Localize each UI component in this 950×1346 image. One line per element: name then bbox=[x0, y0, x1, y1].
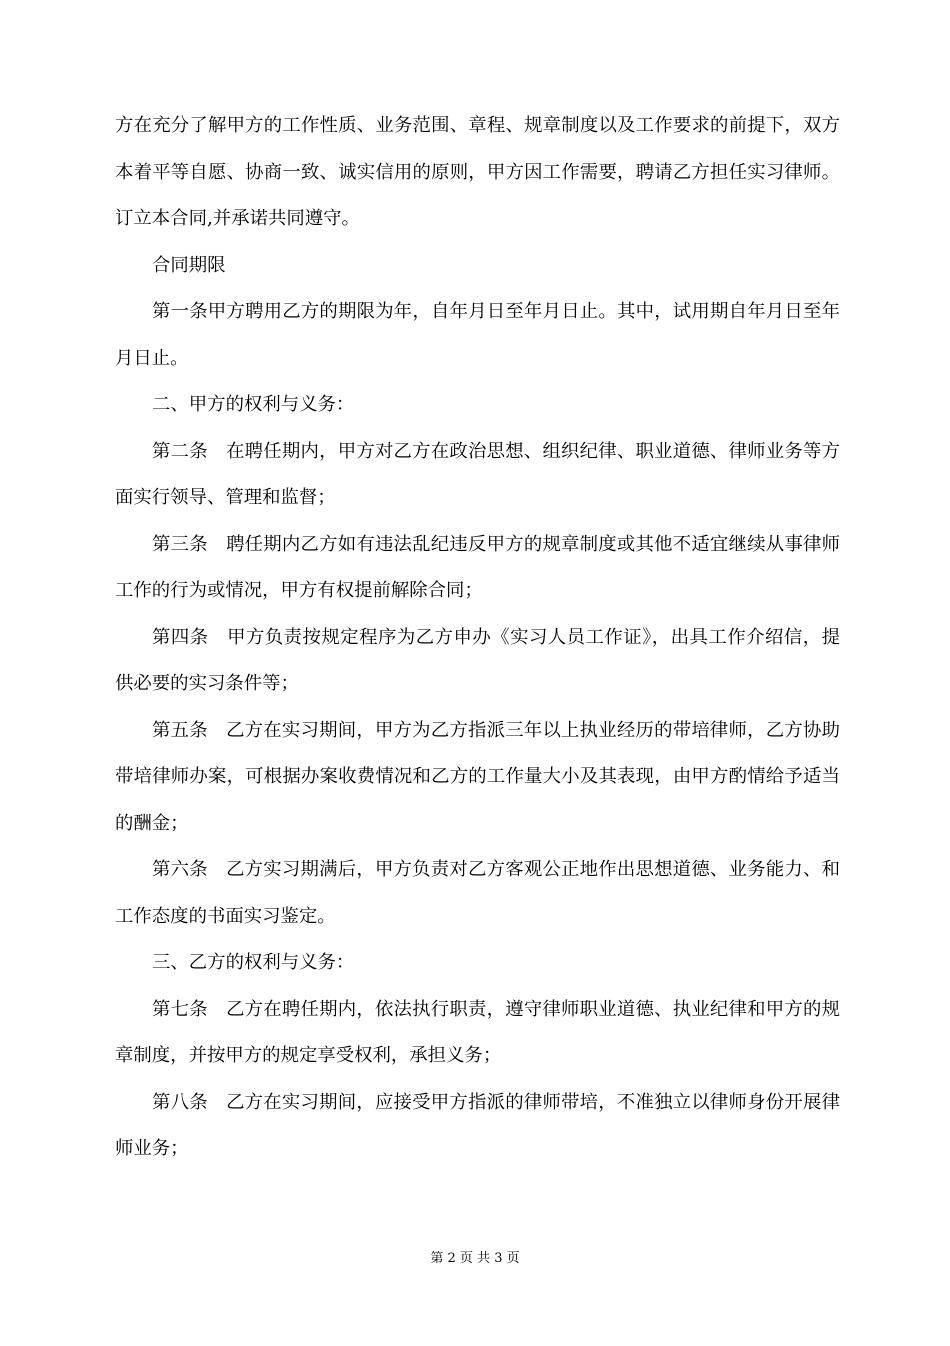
article-8 bbox=[115, 1080, 840, 1173]
article-label: 第二条 bbox=[152, 440, 208, 462]
heading-text: 二、甲方的权利与义务： bbox=[152, 394, 355, 415]
article-text: 乙方在实习期间，甲方为乙方指派三年以上执业经历的带培律师，乙方协助带培律师办案，可根据办案收费情况和乙方的工作量大小及其表现，由甲方酌情给予适当的酬金； bbox=[115, 719, 840, 834]
article-7 bbox=[115, 987, 840, 1080]
article-label: 第七条 bbox=[152, 998, 208, 1020]
article-text: 乙方实习期满后，甲方负责对乙方客观公正地作出思想道德、业务能力、和工作态度的书面实习鉴定。 bbox=[115, 859, 840, 927]
article-text: 第一条甲方聘用乙方的期限为年，自年月日至年月日止。其中，试用期自年月日至年月日止。 bbox=[115, 301, 840, 369]
section-heading-party-a bbox=[115, 382, 840, 429]
section-heading-party-b bbox=[115, 940, 840, 987]
article-2 bbox=[115, 429, 840, 522]
article-text: 聘任期内乙方如有违法乱纪违反甲方的规章制度或其他不适宜继续从事律师工作的行为或情况，甲方有权提前解除合同； bbox=[115, 533, 840, 601]
article-label: 第四条 bbox=[152, 626, 209, 648]
article-1 bbox=[115, 289, 840, 382]
article-text: 甲方负责按规定程序为乙方申办《实习人员工作证》，出具工作介绍信，提供必要的实习条件等； bbox=[115, 626, 840, 694]
paragraph-intro bbox=[115, 103, 840, 243]
article-4 bbox=[115, 615, 840, 708]
article-text: 乙方在实习期间，应接受甲方指派的律师带培，不准独立以律师身份开展律师业务； bbox=[115, 1091, 840, 1159]
article-text: 乙方在聘任期内，依法执行职责，遵守律师职业道德、执业纪律和甲方的规章制度，并按甲方的规定享受权利，承担义务； bbox=[115, 998, 840, 1066]
article-label: 第三条 bbox=[152, 533, 208, 555]
heading-text: 合同期限 bbox=[152, 254, 226, 276]
article-text: 在聘任期内，甲方对乙方在政治思想、组织纪律、职业道德、律师业务等方面实行领导、管理和监督； bbox=[115, 440, 840, 508]
section-heading-contract-term bbox=[115, 243, 840, 290]
heading-text: 三、乙方的权利与义务： bbox=[152, 952, 355, 973]
article-6 bbox=[115, 847, 840, 940]
article-3 bbox=[115, 522, 840, 615]
article-label: 第八条 bbox=[152, 1091, 208, 1113]
page-footer bbox=[0, 1250, 950, 1268]
article-label: 第六条 bbox=[152, 859, 208, 880]
document-body bbox=[115, 103, 840, 1173]
article-label: 第五条 bbox=[152, 719, 208, 741]
article-5 bbox=[115, 708, 840, 848]
page-number: 第 2 页 共 3 页 bbox=[430, 1251, 520, 1266]
paragraph-text: 方在充分了解甲方的工作性质、业务范围、章程、规章制度以及工作要求的前提下，双方本着平等自愿、协商一致、诚实信用的原则，甲方因工作需要，聘请乙方担任实习律师。订立本合同,并承诺共同遵守。 bbox=[115, 115, 840, 229]
